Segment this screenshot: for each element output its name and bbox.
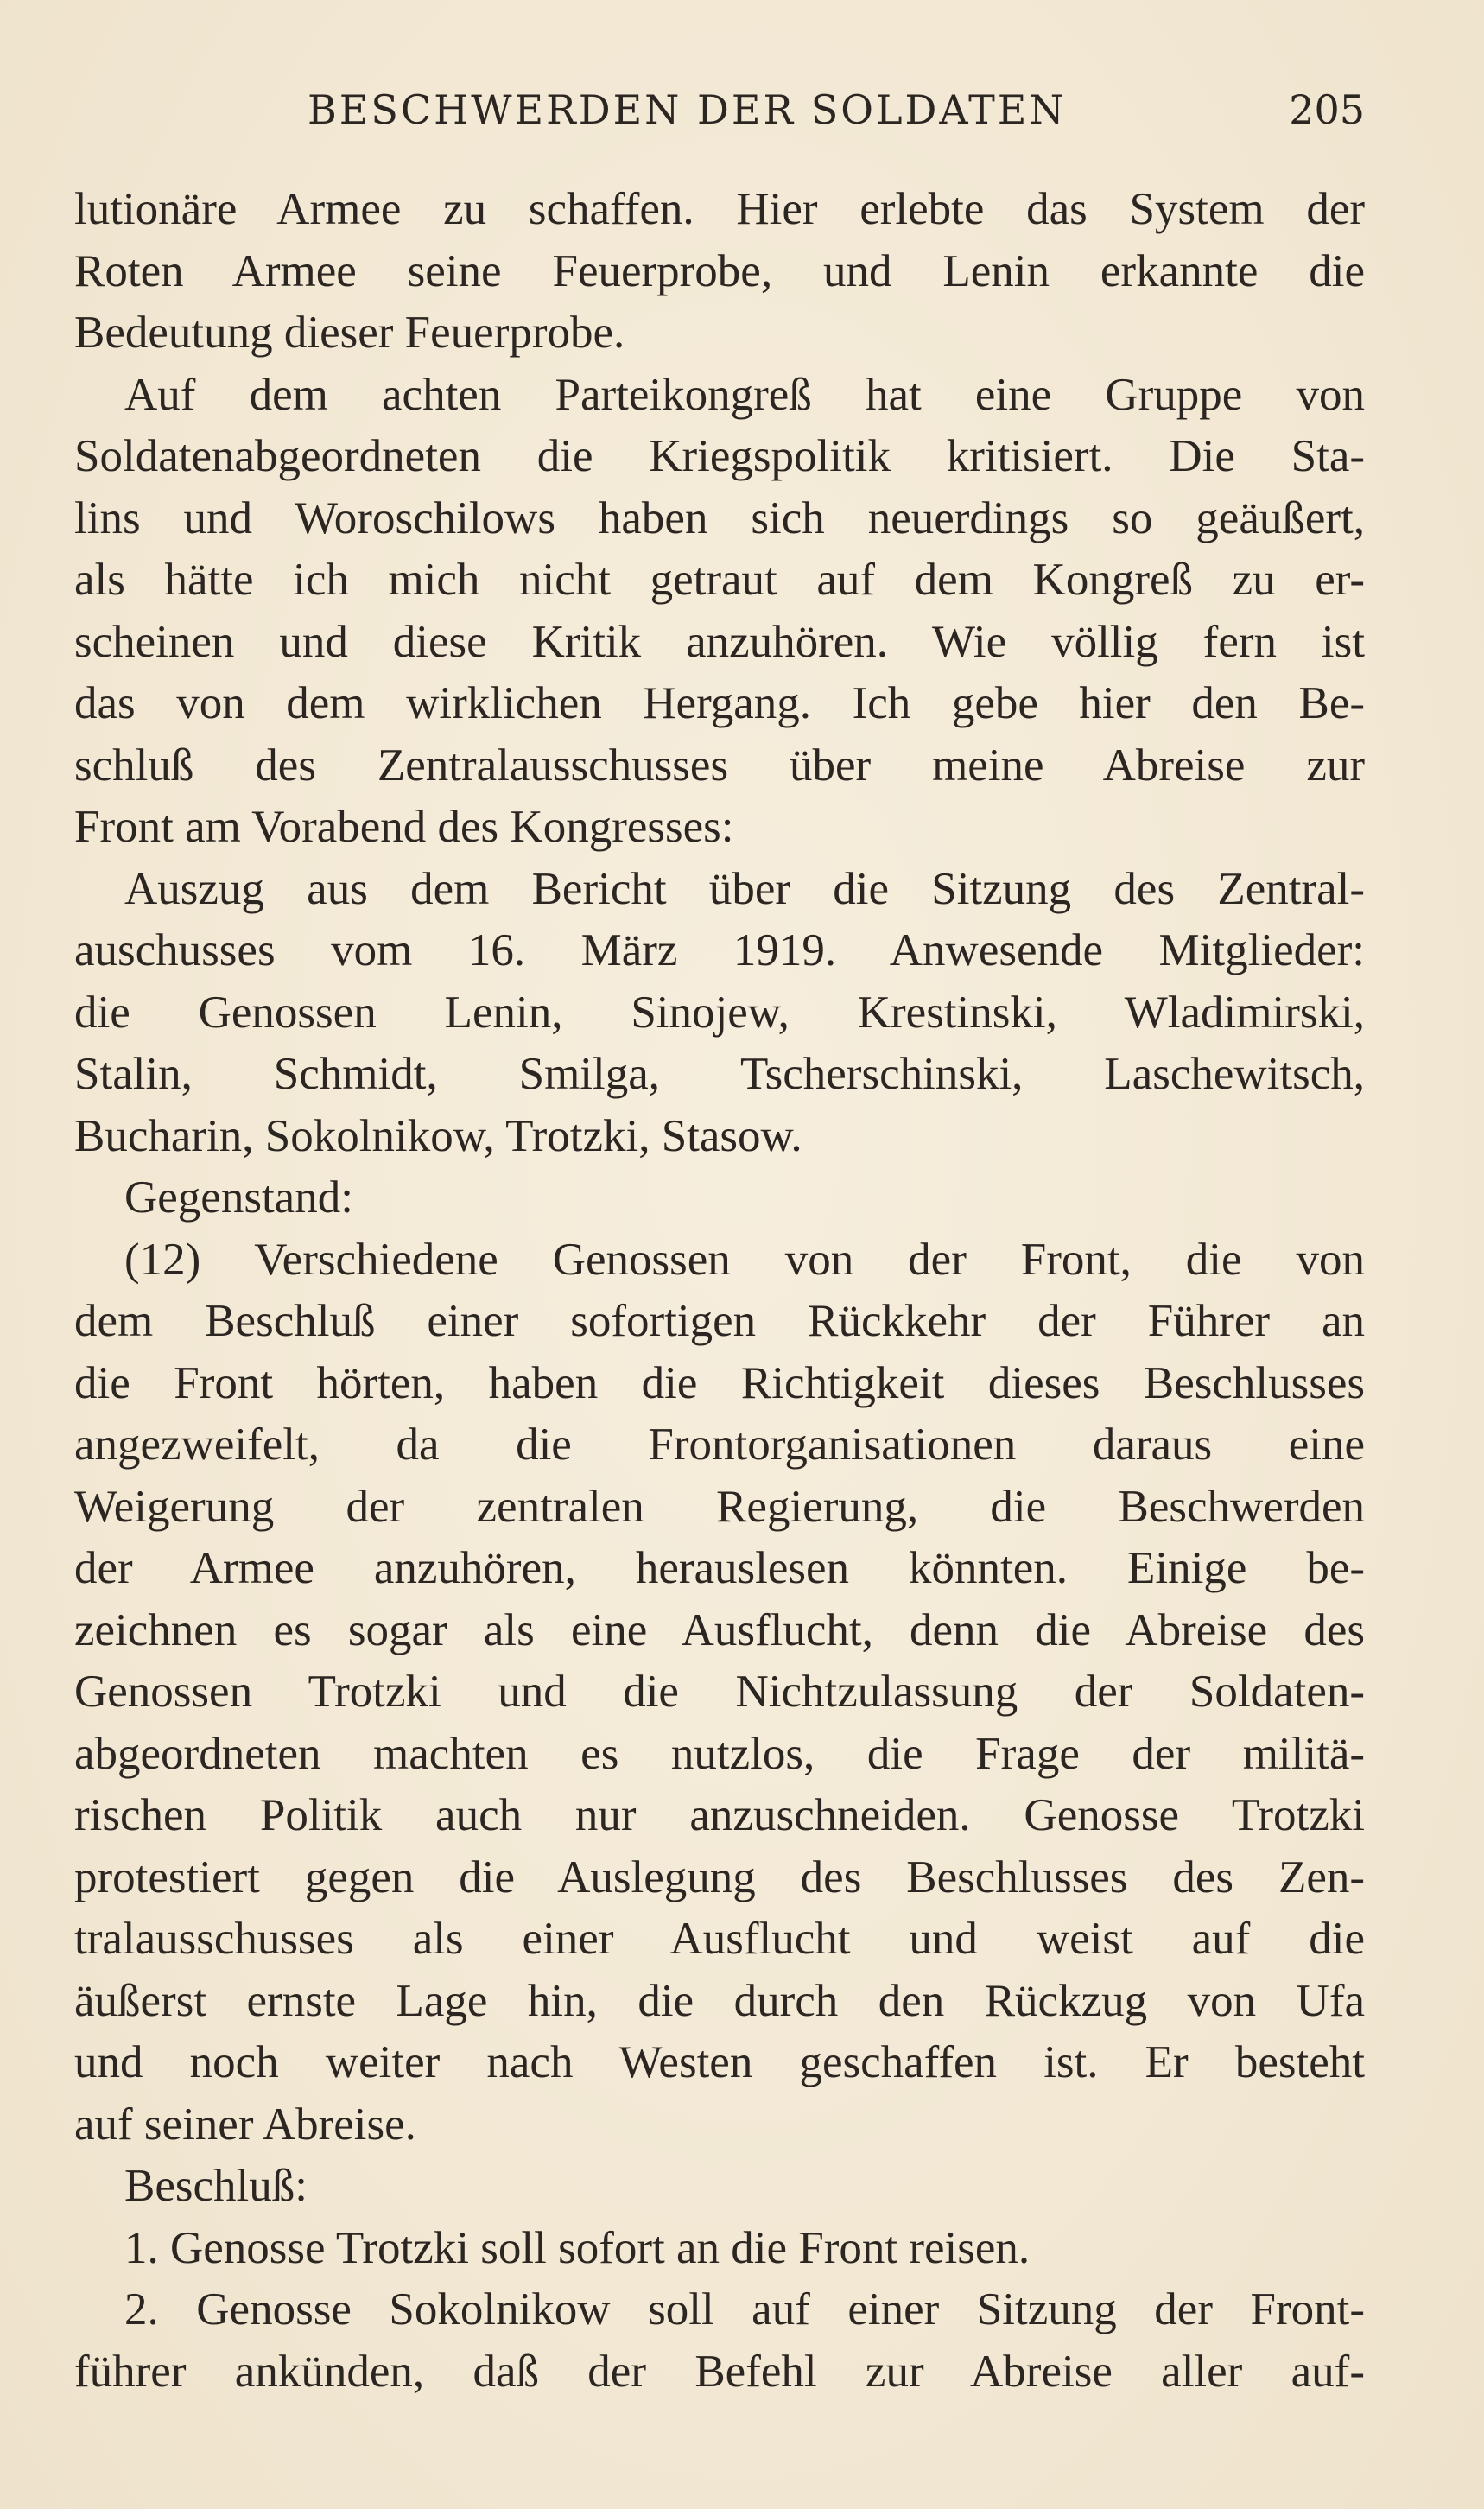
text-line: als hätte ich mich nicht getraut auf dem Kongreß zu er- bbox=[74, 555, 1365, 605]
running-title: BESCHWERDEN DER SOLDATEN bbox=[308, 86, 1067, 133]
text-line: auschusses vom 16. März 1919. Anwesende Mitglieder: bbox=[74, 925, 1365, 975]
text-line: rischen Politik auch nur anzuschneiden. Genosse Trotzki bbox=[74, 1790, 1365, 1840]
text-line: schluß des Zentralausschusses über meine Abreise zur bbox=[74, 740, 1365, 791]
text-line: die Genossen Lenin, Sinojew, Krestinski, Wladimirski, bbox=[74, 987, 1365, 1038]
text-line: der Armee anzuhören, herauslesen könnten. Einige be- bbox=[74, 1543, 1365, 1593]
text-line: dem Beschluß einer sofortigen Rückkehr der Führer an bbox=[74, 1296, 1365, 1346]
text-line: 1. Genosse Trotzki soll sofort an die Front reisen. bbox=[124, 2222, 1031, 2273]
text-line: und noch weiter nach Westen geschaffen ist. Er besteht bbox=[74, 2037, 1365, 2087]
text-line: abgeordneten machten es nutzlos, die Frage der militä- bbox=[74, 1728, 1365, 1779]
text-line: tralausschusses als einer Ausflucht und weist auf die bbox=[74, 1914, 1365, 1964]
body-text bbox=[74, 179, 1365, 2403]
text-line: Stalin, Schmidt, Smilga, Tscherschinski, Laschewitsch, bbox=[74, 1049, 1365, 1099]
text-line: protestiert gegen die Auslegung des Beschlusses des Zen- bbox=[74, 1852, 1365, 1902]
text-line: Soldatenabgeordneten die Kriegspolitik kritisiert. Die Sta- bbox=[74, 431, 1365, 481]
text-line: angezweifelt, da die Frontorganisationen daraus eine bbox=[74, 1420, 1365, 1470]
page-number: 205 bbox=[1289, 86, 1365, 133]
text-line: 2. Genosse Sokolnikow soll auf einer Sitzung der Front- bbox=[124, 2284, 1365, 2334]
text-line: (12) Verschiedene Genossen von der Front, die von bbox=[124, 1234, 1365, 1285]
text-line: scheinen und diese Kritik anzuhören. Wie völlig fern ist bbox=[74, 616, 1365, 667]
text-line: lins und Woroschilows haben sich neuerdings so geäußert, bbox=[74, 492, 1365, 543]
text-line: Genossen Trotzki und die Nichtzulassung der Soldaten- bbox=[74, 1667, 1365, 1717]
text-line: Bucharin, Sokolnikow, Trotzki, Stasow. bbox=[74, 1110, 802, 1161]
text-line: lutionäre Armee zu schaffen. Hier erlebte das System der bbox=[74, 184, 1365, 234]
text-line: Gegenstand: bbox=[124, 1172, 353, 1223]
text-line: Bedeutung dieser Feuerprobe. bbox=[74, 308, 625, 358]
text-line: zeichnen es sogar als eine Ausflucht, denn die Abreise des bbox=[74, 1604, 1365, 1655]
text-line: Front am Vorabend des Kongresses: bbox=[74, 802, 734, 852]
text-line: auf seiner Abreise. bbox=[74, 2099, 416, 2150]
text-line: äußerst ernste Lage hin, die durch den Rückzug von Ufa bbox=[74, 1975, 1365, 2026]
text-line: Auszug aus dem Bericht über die Sitzung des Zentral- bbox=[124, 863, 1365, 914]
text-line: Roten Armee seine Feuerprobe, und Lenin erkannte die bbox=[74, 245, 1365, 296]
text-line: die Front hörten, haben die Richtigkeit dieses Beschlusses bbox=[74, 1357, 1365, 1408]
text-line: Beschluß: bbox=[124, 2161, 308, 2211]
text-line: führer ankünden, daß der Befehl zur Abreise aller auf- bbox=[74, 2346, 1365, 2397]
text-line: das von dem wirklichen Hergang. Ich gebe hier den Be- bbox=[74, 678, 1365, 728]
running-head bbox=[74, 79, 1365, 140]
text-line: Weigerung der zentralen Regierung, die Beschwerden bbox=[74, 1481, 1365, 1532]
text-line: Auf dem achten Parteikongreß hat eine Gruppe von bbox=[124, 369, 1365, 420]
